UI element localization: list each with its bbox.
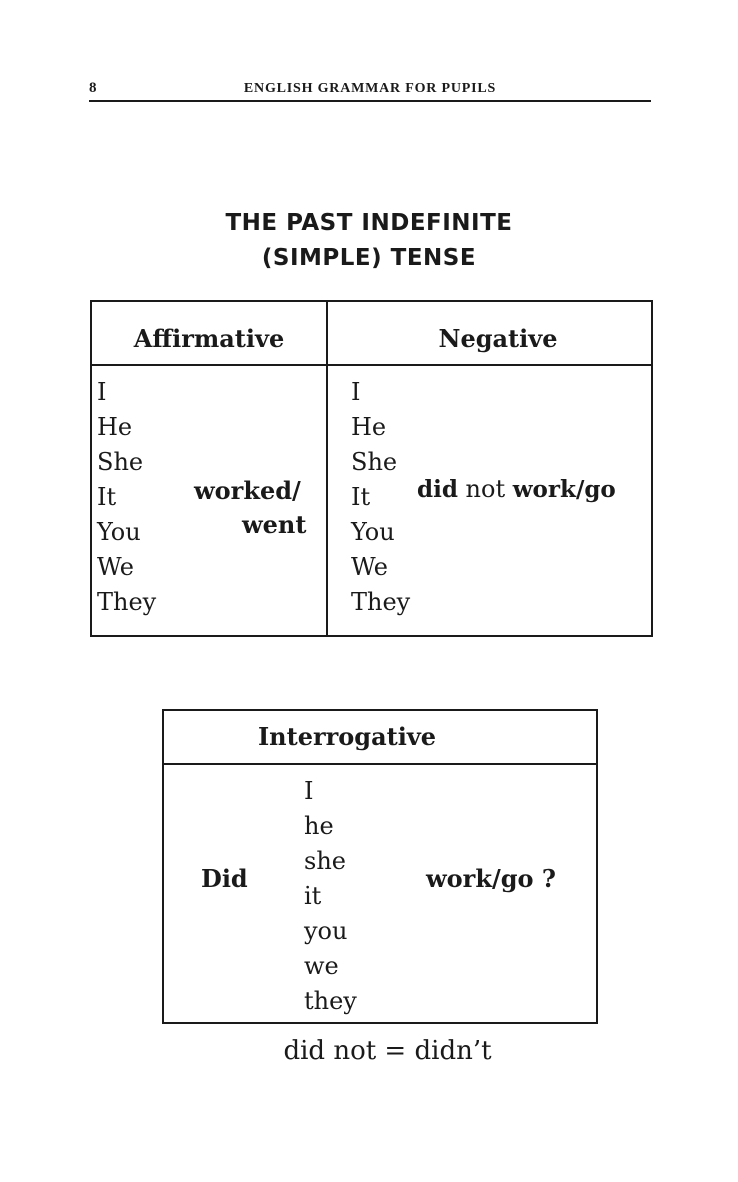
table-header-divider <box>90 364 653 366</box>
list-item: It <box>351 483 371 511</box>
title-line-1: THE PAST INDEFINITE <box>225 210 513 236</box>
list-item: You <box>97 518 141 546</box>
list-item: They <box>351 588 411 616</box>
contraction-note: did not = didn’t <box>283 1036 492 1066</box>
interrogative-verb: work/go <box>426 864 534 893</box>
list-item: She <box>97 448 144 476</box>
list-item: I <box>304 777 314 805</box>
question-mark: ? <box>541 864 556 893</box>
list-item: He <box>351 413 387 441</box>
list-item: she <box>304 847 346 875</box>
list-item: He <box>97 413 133 441</box>
list-item: You <box>351 518 395 546</box>
affirmative-pronoun-list <box>97 375 156 620</box>
affirmative-heading: Affirmative <box>133 324 285 353</box>
negative-verb-phrase <box>417 475 616 503</box>
title-line-2: (SIMPLE) TENSE <box>261 245 477 271</box>
list-item: it <box>304 882 322 910</box>
interrogative-verb-phrase <box>426 864 556 893</box>
interrogative-pronoun-list <box>304 774 357 1019</box>
page-number: 8 <box>89 80 97 96</box>
list-item: I <box>351 378 361 406</box>
list-item: we <box>304 952 339 980</box>
list-item: they <box>304 987 357 1015</box>
list-item: he <box>304 812 334 840</box>
page-header <box>89 80 651 102</box>
negative-heading: Negative <box>438 324 558 353</box>
list-item: She <box>351 448 398 476</box>
affirmative-verb-line-1: worked/ <box>194 476 301 505</box>
list-item: you <box>304 917 348 945</box>
interrogative-aux: Did <box>201 864 248 893</box>
list-item: It <box>97 483 117 511</box>
negative-particle: not <box>465 475 506 503</box>
affirmative-verb-line-2: went <box>242 510 307 539</box>
interrogative-header-divider <box>162 763 598 765</box>
negative-pronoun-list <box>351 375 410 620</box>
running-title: ENGLISH GRAMMAR FOR PUPILS <box>243 81 497 96</box>
list-item: We <box>351 553 388 581</box>
negative-aux: did <box>417 476 458 503</box>
list-item: We <box>97 553 134 581</box>
interrogative-heading: Interrogative <box>257 722 437 751</box>
list-item: They <box>97 588 157 616</box>
list-item: I <box>97 378 107 406</box>
negative-verb: work/go <box>512 476 616 503</box>
